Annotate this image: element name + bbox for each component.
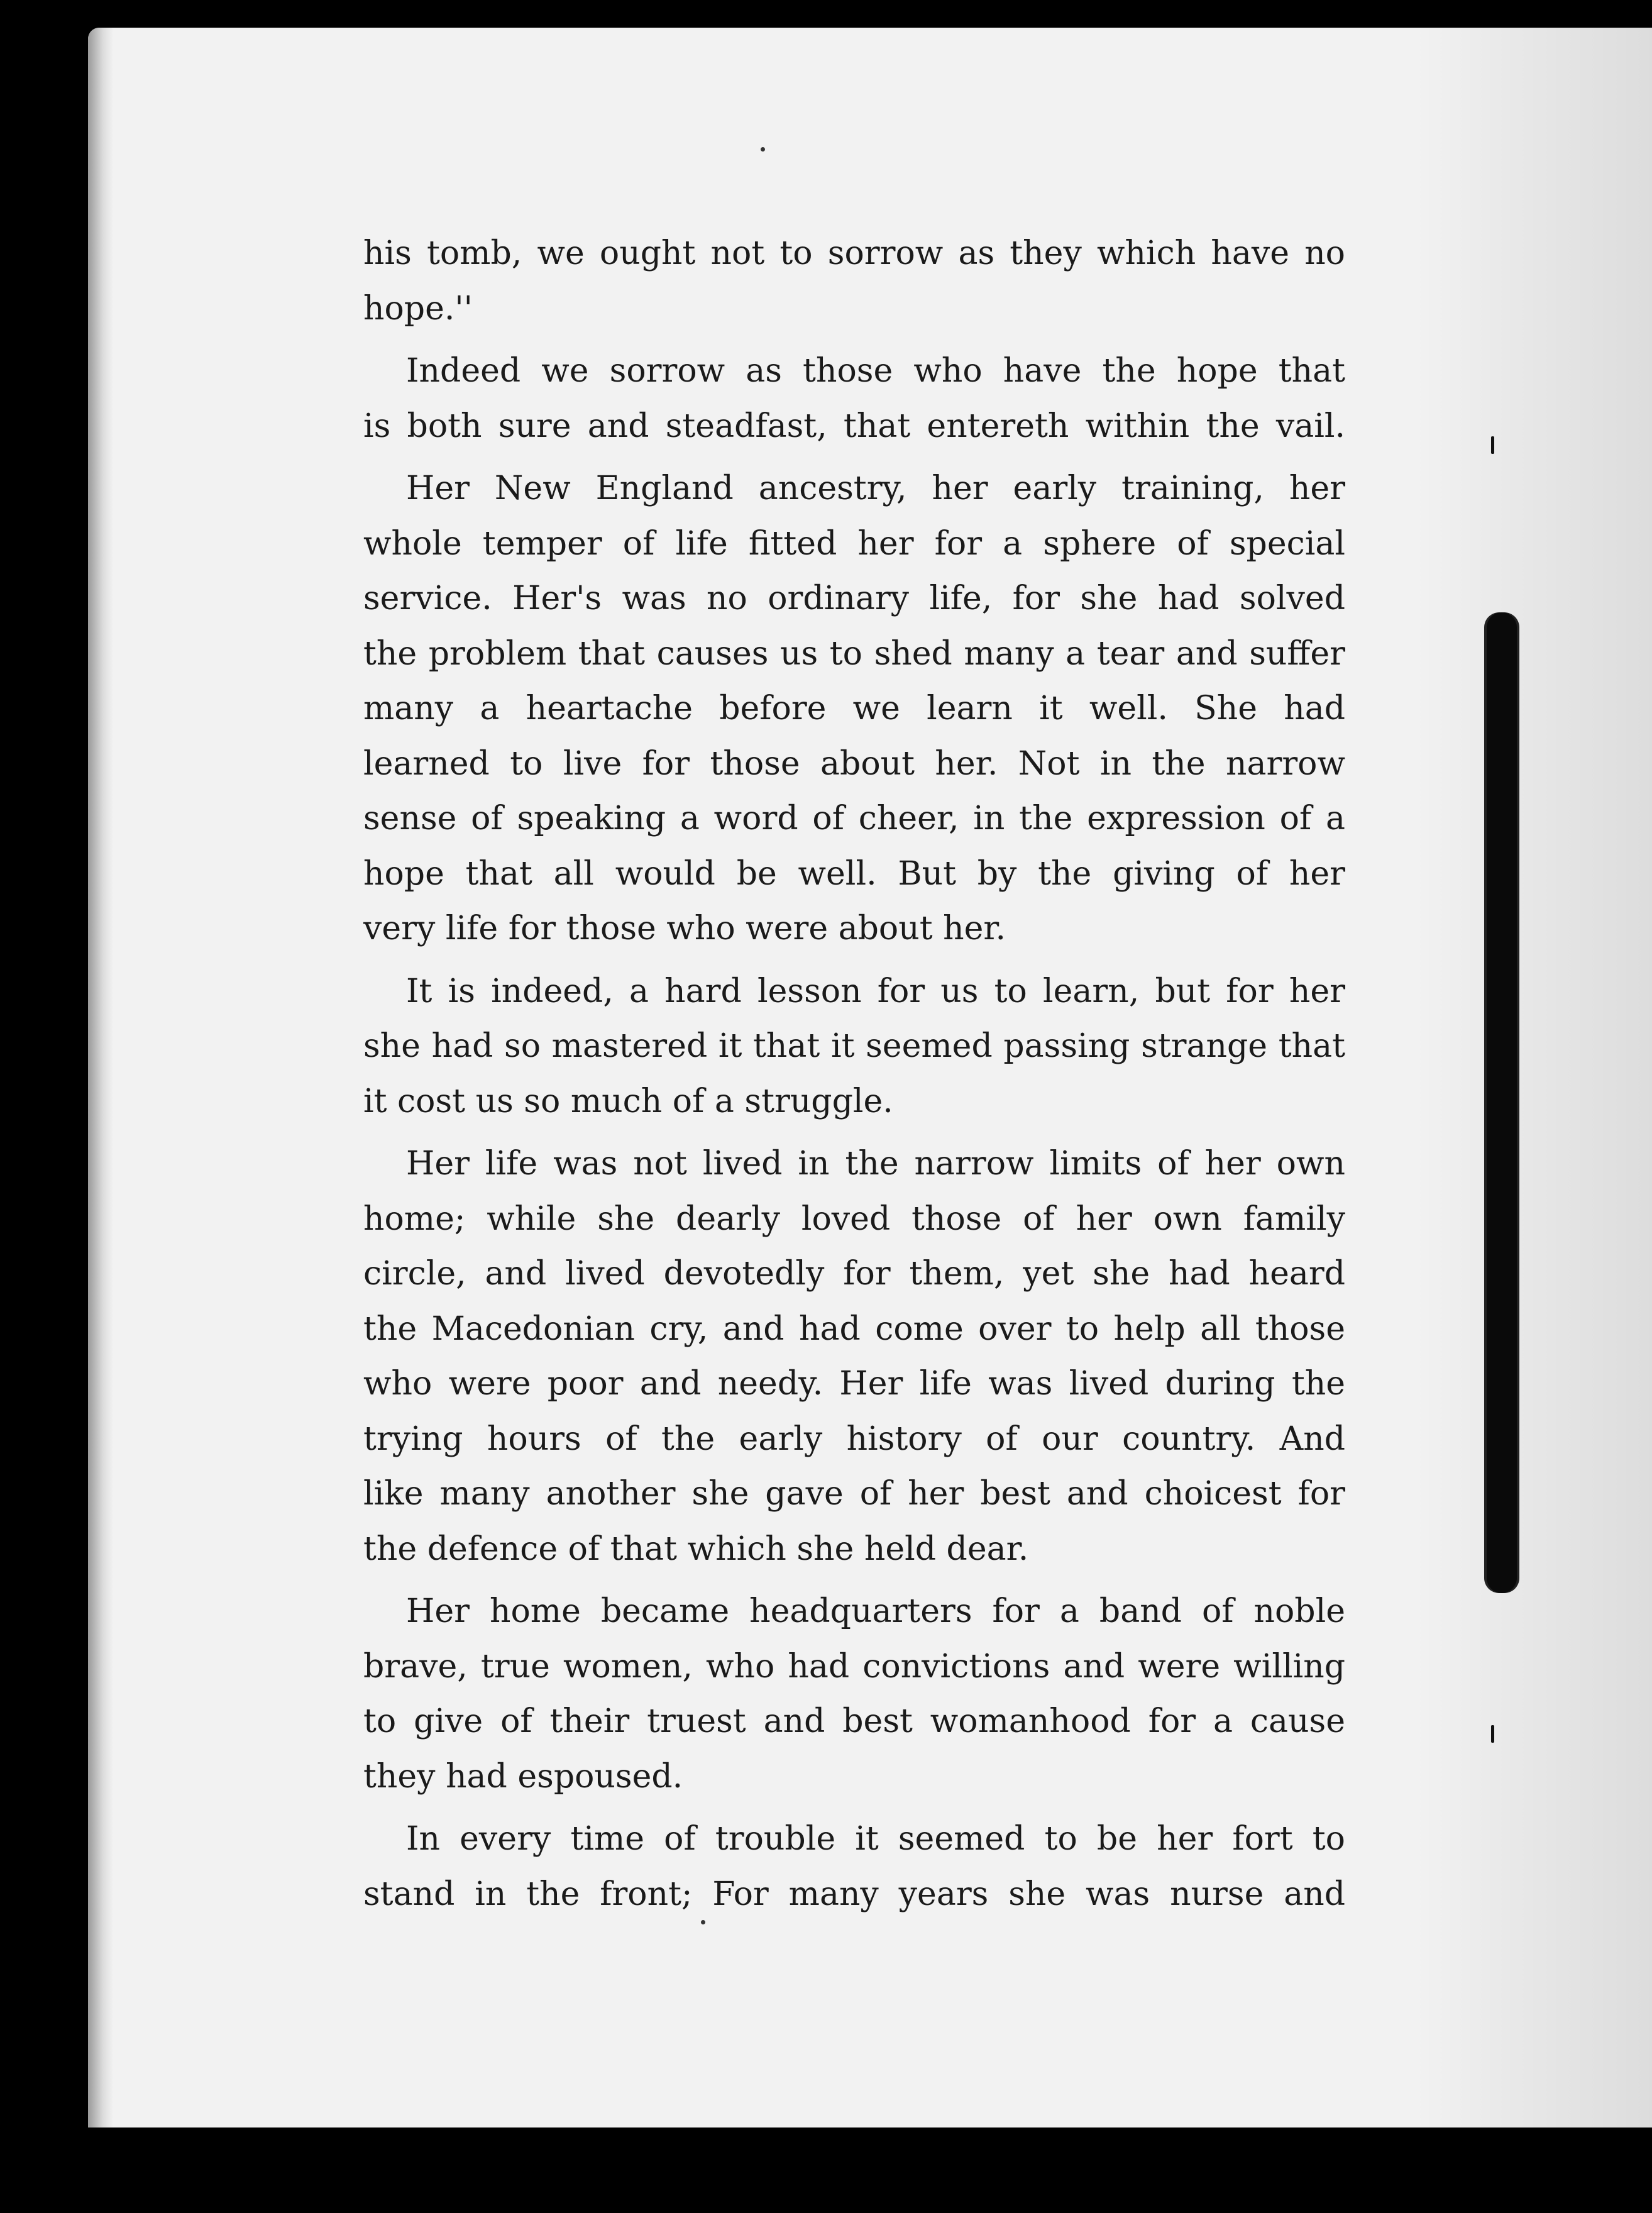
page-fold-shadow bbox=[1414, 28, 1652, 2127]
text-line: learned to live for those about her. Not in the narrow bbox=[363, 744, 1345, 783]
text-line: it cost us so much of a struggle. bbox=[363, 1082, 893, 1120]
text-line: hope.'' bbox=[363, 289, 473, 328]
binding-tick-mark bbox=[1491, 1725, 1494, 1743]
text-line: Indeed we sorrow as those who have the hope that bbox=[406, 352, 1345, 390]
body-text bbox=[363, 226, 1345, 1922]
text-line: Her life was not lived in the narrow limits of her own bbox=[406, 1145, 1345, 1183]
text-line: circle, and lived devotedly for them, yet she had heard bbox=[363, 1255, 1345, 1293]
text-line: sense of speaking a word of cheer, in the expression of a bbox=[363, 800, 1345, 837]
text-line: very life for those who were about her. bbox=[363, 910, 1006, 947]
text-line: his tomb, we ought not to sorrow as they which have no bbox=[363, 235, 1345, 272]
text-line: who were poor and needy. Her life was lived during the bbox=[363, 1365, 1345, 1403]
text-line: the Macedonian cry, and had come over to help all those bbox=[363, 1310, 1345, 1348]
text-line: trying hours of the early history of our country. And bbox=[363, 1420, 1345, 1458]
text-line: to give of their truest and best womanhood for a cause bbox=[363, 1703, 1345, 1740]
text-line: they had espoused. bbox=[363, 1757, 683, 1796]
binding-strip-mark bbox=[1487, 612, 1517, 1593]
text-line: the defence of that which she held dear. bbox=[363, 1530, 1029, 1568]
text-line: Her home became headquarters for a band of noble bbox=[406, 1592, 1345, 1630]
text-line: is both sure and steadfast, that entereth within the vail. bbox=[363, 407, 1345, 445]
scanned-page bbox=[88, 28, 1652, 2127]
text-line: she had so mastered it that it seemed passing strange that bbox=[363, 1027, 1345, 1065]
text-line: brave, true women, who had convictions and were willing bbox=[363, 1647, 1345, 1686]
scan-speck bbox=[761, 147, 765, 152]
text-line: service. Her's was no ordinary life, for she had solved bbox=[363, 580, 1345, 617]
text-line: stand in the front; For many years she was nurse and bbox=[363, 1875, 1345, 1913]
text-line: In every time of trouble it seemed to be her fort to bbox=[406, 1820, 1345, 1858]
text-line: home; while she dearly loved those of her own family bbox=[363, 1200, 1345, 1238]
text-line: hope that all would be well. But by the giving of her bbox=[363, 854, 1345, 893]
text-line: Her New England ancestry, her early training, her bbox=[406, 470, 1345, 507]
text-line: whole temper of life fitted her for a sphere of special bbox=[363, 524, 1345, 563]
text-line: many a heartache before we learn it well. She had bbox=[363, 690, 1345, 727]
text-line: like many another she gave of her best and choicest for bbox=[363, 1475, 1345, 1513]
text-line: the problem that causes us to shed many a tear and suffer bbox=[363, 634, 1345, 673]
binding-tick-mark bbox=[1491, 436, 1494, 454]
text-line: It is indeed, a hard lesson for us to learn, but for her bbox=[406, 972, 1345, 1010]
page-gutter-shadow bbox=[88, 28, 113, 2127]
